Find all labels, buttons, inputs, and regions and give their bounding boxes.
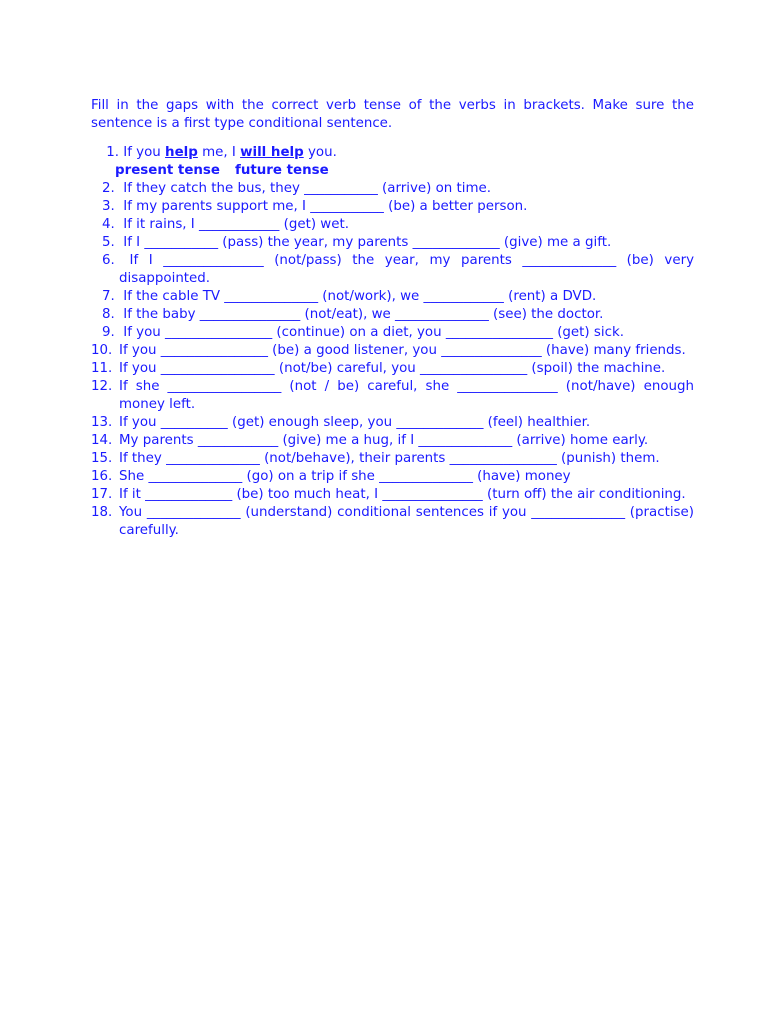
example-verb-future: will help xyxy=(240,145,304,160)
list-item xyxy=(91,324,694,342)
item-sentence: If you ________________ (be) a good listener, you _______________ (have) many friends. xyxy=(119,343,686,358)
future-tense-label: future tense xyxy=(235,163,329,178)
item-number: 5. xyxy=(101,235,119,250)
list-item xyxy=(91,288,694,306)
item-sentence: If it _____________ (be) too much heat, I _______________ (turn off) the air conditioning. xyxy=(119,487,686,502)
item-number: 16. xyxy=(91,469,113,484)
example-part-3: you. xyxy=(303,145,337,160)
item-sentence: You ______________ (understand) conditional sentences if you ______________ (practise) carefully. xyxy=(119,505,694,538)
item-number: 17. xyxy=(91,487,113,502)
item-number: 11. xyxy=(91,361,113,376)
example-sentence xyxy=(119,144,694,162)
item-number: 13. xyxy=(91,415,113,430)
item-number: 9. xyxy=(101,325,119,340)
list-item xyxy=(91,216,694,234)
present-tense-label: present tense xyxy=(115,163,220,178)
example-verb-present: help xyxy=(165,145,198,160)
item-number: 7. xyxy=(101,289,119,304)
item-number: 15. xyxy=(91,451,113,466)
instructions: Fill in the gaps with the correct verb tense of the verbs in brackets. Make sure the sentence is a first type conditional sentence. xyxy=(91,98,694,131)
item-sentence: If you _________________ (not/be) careful, you ________________ (spoil) the machine. xyxy=(119,361,666,376)
item-number: 4. xyxy=(101,217,119,232)
item-sentence: If my parents support me, I ___________ (be) a better person. xyxy=(119,199,528,214)
item-number: 8. xyxy=(101,307,119,322)
list-item xyxy=(91,234,694,252)
item-sentence: If you __________ (get) enough sleep, you _____________ (feel) healthier. xyxy=(119,415,591,430)
item-list xyxy=(91,180,694,540)
item-number: 14. xyxy=(91,433,113,448)
item-sentence: If she _________________ (not / be) careful, she _______________ (not/have) enough money left. xyxy=(119,379,694,412)
item-number: 3. xyxy=(101,199,119,214)
example-item xyxy=(91,144,694,162)
list-item xyxy=(91,306,694,324)
item-number: 18. xyxy=(91,505,113,520)
example-part-2: me, I xyxy=(197,145,241,160)
list-item xyxy=(91,252,694,288)
item-number: 12. xyxy=(91,379,113,394)
item-sentence: If I ___________ (pass) the year, my parents _____________ (give) me a gift. xyxy=(119,235,612,250)
item-sentence: If they catch the bus, they ___________ (arrive) on time. xyxy=(119,181,492,196)
item-sentence: She ______________ (go) on a trip if she ______________ (have) money xyxy=(119,469,571,484)
item-sentence: If the baby _______________ (not/eat), we ______________ (see) the doctor. xyxy=(119,307,604,322)
item-number: 1. xyxy=(106,145,119,160)
list-item xyxy=(91,342,694,360)
exercise-list xyxy=(91,144,694,540)
item-sentence: My parents ____________ (give) me a hug, if I ______________ (arrive) home early. xyxy=(119,433,649,448)
list-item xyxy=(91,468,694,486)
list-item xyxy=(91,378,694,414)
list-item xyxy=(91,432,694,450)
item-sentence: If they ______________ (not/behave), their parents ________________ (punish) them. xyxy=(119,451,660,466)
tense-labels xyxy=(91,162,694,180)
list-item xyxy=(91,504,694,540)
list-item xyxy=(91,360,694,378)
item-sentence: If it rains, I ____________ (get) wet. xyxy=(119,217,350,232)
list-item xyxy=(91,486,694,504)
item-number: 10. xyxy=(91,343,113,358)
list-item xyxy=(91,414,694,432)
list-item xyxy=(91,180,694,198)
item-number: 6. xyxy=(101,253,119,268)
item-sentence: If you ________________ (continue) on a diet, you ________________ (get) sick. xyxy=(119,325,624,340)
list-item xyxy=(91,450,694,468)
item-number: 2. xyxy=(101,181,119,196)
item-sentence: If the cable TV ______________ (not/work), we ____________ (rent) a DVD. xyxy=(119,289,597,304)
list-item xyxy=(91,198,694,216)
item-sentence: If I _______________ (not/pass) the year, my parents ______________ (be) very disappointed. xyxy=(119,253,694,286)
worksheet-page xyxy=(91,97,694,540)
example-part-1: If you xyxy=(123,145,166,160)
